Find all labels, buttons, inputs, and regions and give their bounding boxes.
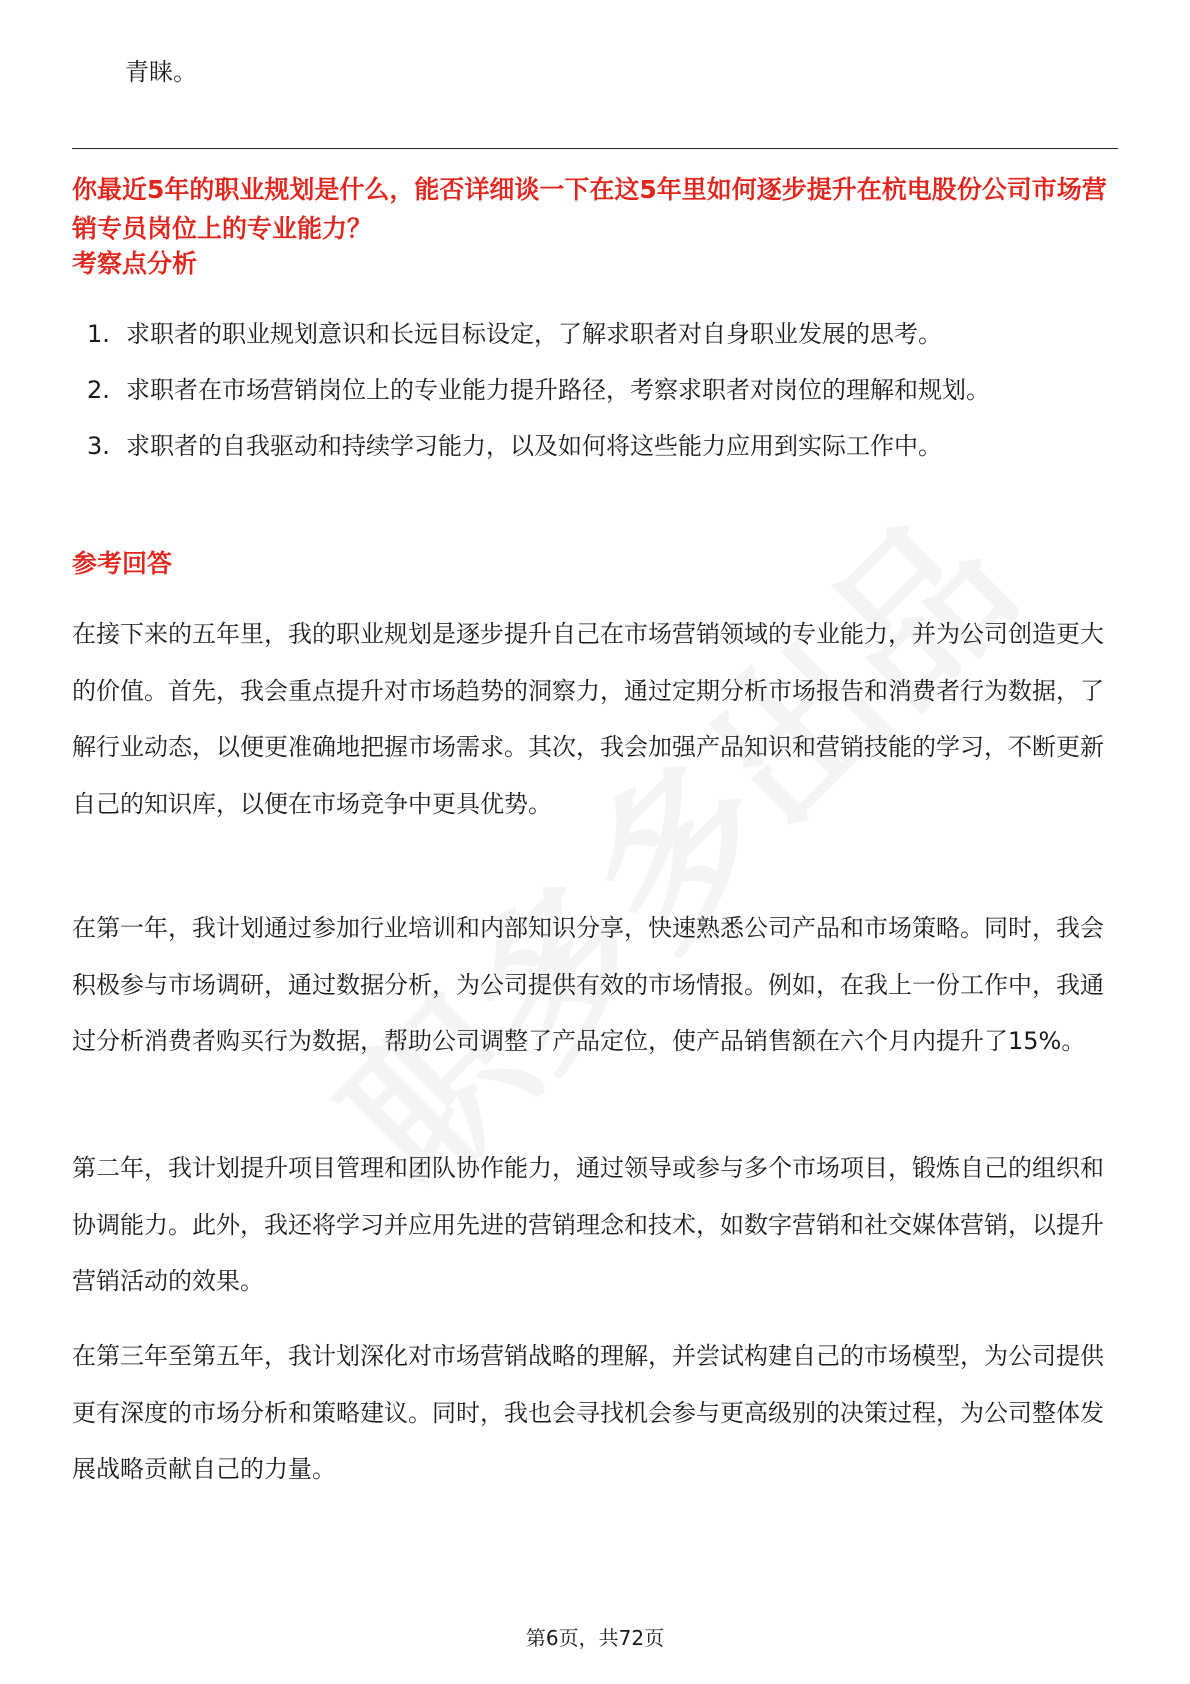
answer-paragraph: 在第三年至第五年，我计划深化对市场营销战略的理解，并尝试构建自己的市场模型，为公司提供更有深度的市场分析和策略建议。同时，我也会寻找机会参与更高级别的决策过程，为公司整体发展战略贡献自己的力量。	[72, 1342, 1104, 1483]
answer-paragraph: 第二年，我计划提升项目管理和团队协作能力，通过领导或参与多个市场项目，锻炼自己的组织和协调能力。此外，我还将学习并应用先进的营销理念和技术，如数字营销和社交媒体营销，以提升营销活动的效果。	[72, 1154, 1104, 1295]
page-number: 第6页，共72页	[525, 1626, 665, 1650]
carryover-text: 青睐。	[125, 58, 197, 86]
list-item-number: 3.	[87, 432, 110, 460]
answer-paragraph: 在接下来的五年里，我的职业规划是逐步提升自己在市场营销领域的专业能力，并为公司创造更大的价值。首先，我会重点提升对市场趋势的洞察力，通过定期分析市场报告和消费者行为数据，了解行业动态，以便更准确地把握市场需求。其次，我会加强产品知识和营销技能的学习，不断更新自己的知识库，以便在市场竞争中更具优势。	[72, 620, 1104, 818]
list-item-number: 2.	[87, 376, 110, 404]
answer-paragraph: 在第一年，我计划通过参加行业培训和内部知识分享，快速熟悉公司产品和市场策略。同时，我会积极参与市场调研，通过数据分析，为公司提供有效的市场情报。例如，在我上一份工作中，我通过分析消费者购买行为数据，帮助公司调整了产品定位，使产品销售额在六个月内提升了15%。	[72, 914, 1104, 1055]
list-item-number: 1.	[87, 320, 110, 348]
list-item-text: 求职者的自我驱动和持续学习能力，以及如何将这些能力应用到实际工作中。	[126, 432, 942, 460]
answer-heading: 参考回答	[72, 549, 173, 578]
list-item	[72, 418, 1132, 474]
watermark	[265, 438, 1075, 1248]
analysis-list	[72, 306, 1132, 474]
list-item-text: 求职者的职业规划意识和长远目标设定，了解求职者对自身职业发展的思考。	[126, 320, 942, 348]
question-heading: 你最近5年的职业规划是什么，能否详细谈一下在这5年里如何逐步提升在杭电股份公司市场营销专员岗位上的专业能力？	[72, 175, 1107, 243]
divider	[72, 148, 1118, 149]
list-item-text: 求职者在市场营销岗位上的专业能力提升路径，考察求职者对岗位的理解和规划。	[126, 376, 990, 404]
analysis-heading: 考察点分析	[72, 249, 198, 278]
list-item	[72, 306, 1132, 362]
list-item	[72, 362, 1132, 418]
